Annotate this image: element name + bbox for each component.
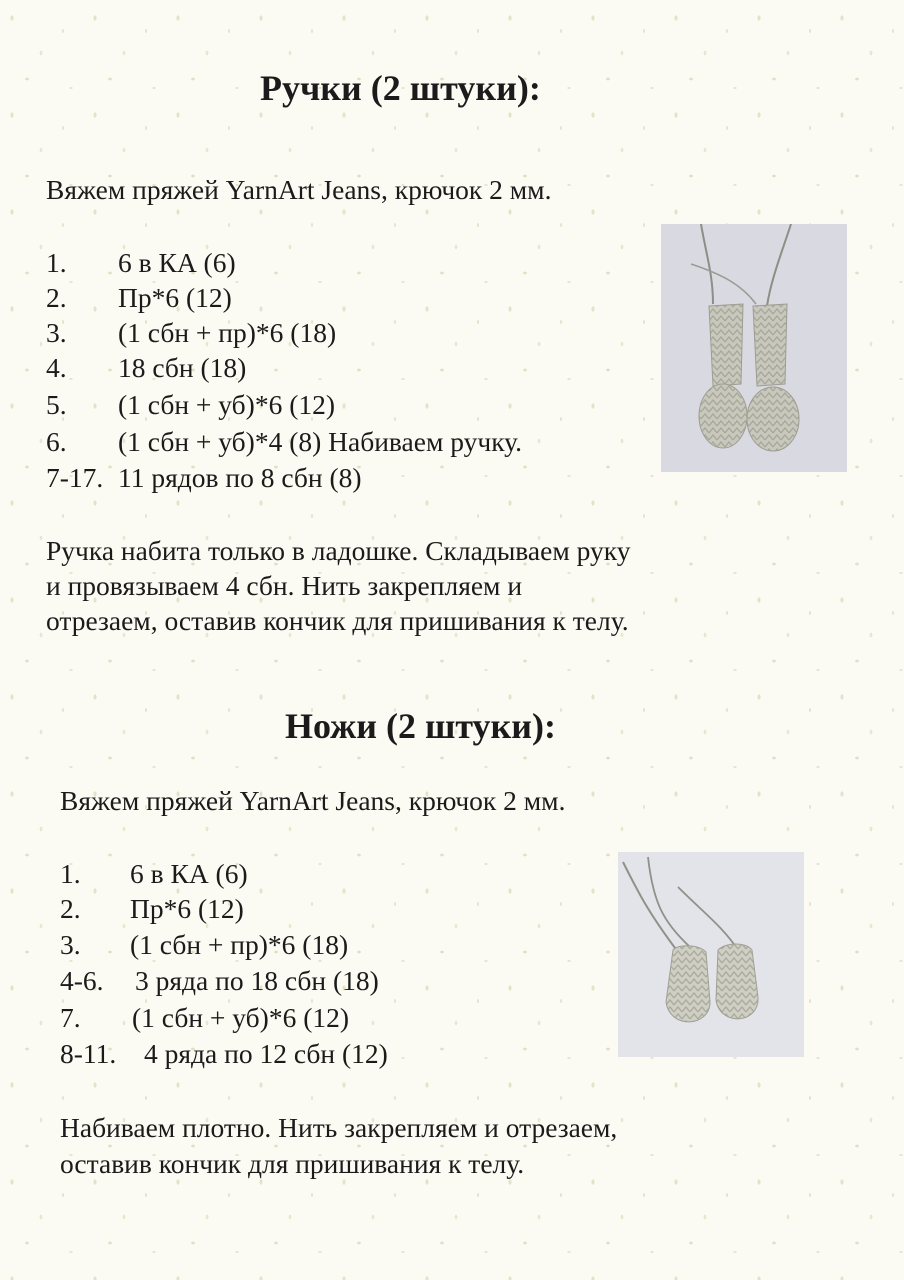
row-text: 11 рядов по 8 сбн (8) bbox=[118, 462, 362, 493]
row-number: 1. bbox=[60, 858, 81, 889]
row-number: 2. bbox=[46, 282, 67, 313]
row-number: 7. bbox=[60, 1002, 81, 1033]
arms-intro: Вяжем пряжей YarnArt Jeans, крючок 2 мм. bbox=[46, 174, 552, 205]
arms-note-line: и провязываем 4 сбн. Нить закрепляем и bbox=[46, 570, 523, 601]
row-text: (1 сбн + пр)*6 (18) bbox=[118, 317, 337, 348]
arms-note-line: Ручка набита только в ладошке. Складываем руку bbox=[46, 535, 631, 566]
legs-intro: Вяжем пряжей YarnArt Jeans, крючок 2 мм. bbox=[60, 785, 566, 816]
arms-title: Ручки (2 штуки): bbox=[260, 68, 541, 108]
row-number: 5. bbox=[46, 389, 67, 420]
row-number: 3. bbox=[60, 929, 81, 960]
row-number: 6. bbox=[46, 426, 67, 457]
row-text: 3 ряда по 18 сбн (18) bbox=[135, 965, 379, 996]
arms-note-line: отрезаем, оставив кончик для пришивания к телу. bbox=[46, 605, 629, 636]
row-text: 6 в КА (6) bbox=[118, 247, 236, 278]
row-text: Пр*6 (12) bbox=[118, 282, 232, 313]
row-text: (1 сбн + уб)*4 (8) Набиваем ручку. bbox=[118, 426, 523, 457]
row-number: 8-11. bbox=[60, 1038, 117, 1069]
row-number: 3. bbox=[46, 317, 67, 348]
row-text: 18 сбн (18) bbox=[118, 352, 247, 383]
row-text: 4 ряда по 12 сбн (12) bbox=[144, 1038, 388, 1069]
legs-photo bbox=[618, 852, 804, 1057]
row-number: 4. bbox=[46, 352, 67, 383]
row-number: 4-6. bbox=[60, 965, 104, 996]
row-text: 6 в КА (6) bbox=[130, 858, 248, 889]
row-text: (1 сбн + уб)*6 (12) bbox=[132, 1002, 350, 1033]
legs-title: Ножи (2 штуки): bbox=[285, 706, 557, 746]
row-text: (1 сбн + уб)*6 (12) bbox=[118, 389, 336, 420]
row-number: 1. bbox=[46, 247, 67, 278]
row-number: 2. bbox=[60, 893, 81, 924]
arms-photo bbox=[661, 224, 847, 472]
row-text: (1 сбн + пр)*6 (18) bbox=[130, 929, 349, 960]
legs-note-line: оставив кончик для пришивания к телу. bbox=[60, 1148, 525, 1179]
legs-note-line: Набиваем плотно. Нить закрепляем и отрезаем, bbox=[60, 1112, 618, 1143]
row-number: 7-17. bbox=[46, 462, 104, 493]
row-text: Пр*6 (12) bbox=[130, 893, 244, 924]
